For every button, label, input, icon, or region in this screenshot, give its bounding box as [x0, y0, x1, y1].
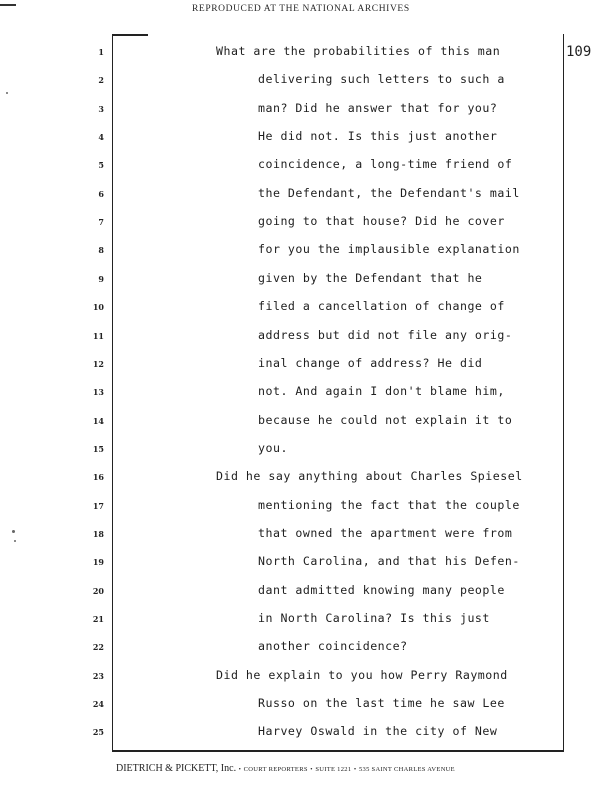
line-number: 5 [98, 160, 104, 171]
line-number: 13 [92, 387, 104, 398]
line-number: 23 [92, 670, 104, 681]
transcript-line: man? Did he answer that for you? [258, 100, 498, 115]
transcript-line: mentioning the fact that the couple [258, 497, 520, 512]
transcript-line: you. [258, 440, 288, 455]
transcript-line: in North Carolina? Is this just [258, 611, 490, 625]
line-number: 7 [98, 217, 104, 228]
transcript-line: Did he say anything about Charles Spiesel [216, 469, 523, 484]
transcript-line: inal change of address? He did [258, 355, 483, 370]
line-number: 9 [98, 273, 104, 284]
frame-bottom-rule [112, 750, 564, 752]
footer-separator: • [353, 766, 357, 773]
footer-suite: SUITE 1221 [315, 766, 352, 773]
transcript-line: not. And again I don't blame him, [258, 384, 505, 399]
footer-separator: • [238, 766, 242, 773]
transcript-line: another coincidence? [258, 639, 408, 654]
transcript-line: North Carolina, and that his Defen- [258, 554, 520, 569]
line-number: 21 [92, 614, 104, 624]
line-number: 10 [92, 302, 104, 313]
transcript-line: What are the probabilities of this man [216, 44, 501, 58]
transcript-line: He did not. Is this just another [258, 129, 498, 144]
footer [116, 763, 455, 774]
transcript-line: the Defendant, the Defendant's mail [258, 185, 520, 200]
line-number: 2 [98, 75, 104, 86]
archives-stamp: REPRODUCED AT THE NATIONAL ARCHIVES [192, 4, 410, 14]
line-number: 3 [98, 103, 104, 114]
scan-speck [14, 540, 16, 542]
transcript-line: Russo on the last time he saw Lee [258, 696, 505, 711]
transcript-line: Did he explain to you how Perry Raymond [216, 667, 508, 682]
transcript-line: dant admitted knowing many people [258, 582, 505, 597]
line-number: 8 [98, 245, 104, 256]
page-number: 109 [566, 44, 592, 60]
line-number: 20 [92, 585, 104, 596]
transcript-line: that owned the apartment were from [258, 525, 513, 540]
line-number: 18 [92, 528, 104, 539]
footer-address: 535 SAINT CHARLES AVENUE [358, 766, 455, 773]
line-number: 4 [98, 132, 104, 143]
line-number: 12 [92, 358, 104, 369]
transcript-line: address but did not file any orig- [258, 327, 513, 342]
line-number: 6 [98, 188, 104, 199]
line-number: 16 [92, 472, 104, 483]
line-number: 22 [92, 642, 104, 653]
line-number: 11 [92, 330, 104, 341]
line-number: 1 [98, 47, 104, 57]
line-number: 19 [92, 557, 104, 568]
scan-speck [12, 530, 15, 533]
scan-speck [6, 92, 8, 94]
line-number: 15 [92, 443, 104, 454]
frame-top-rule [112, 34, 148, 36]
scan-mark [0, 4, 16, 6]
transcript-line: coincidence, a long-time friend of [258, 157, 513, 172]
line-number: 14 [92, 415, 104, 426]
footer-separator: • [310, 766, 313, 773]
transcript-line: for you the implausible explanation [258, 242, 520, 257]
footer-company: DIETRICH & PICKETT, Inc. [116, 763, 237, 774]
transcript-line: given by the Defendant that he [258, 270, 483, 285]
footer-service: COURT REPORTERS [243, 766, 308, 773]
line-number: 24 [92, 699, 104, 710]
transcript-line: because he could not explain it to [258, 412, 513, 427]
transcript-line: delivering such letters to such a [258, 72, 505, 87]
transcript-line: going to that house? Did he cover [258, 214, 505, 229]
line-number: 25 [92, 727, 104, 738]
line-number: 17 [92, 500, 104, 511]
transcript-line: Harvey Oswald in the city of New [258, 724, 498, 739]
transcript-line: filed a cancellation of change of [258, 299, 505, 314]
